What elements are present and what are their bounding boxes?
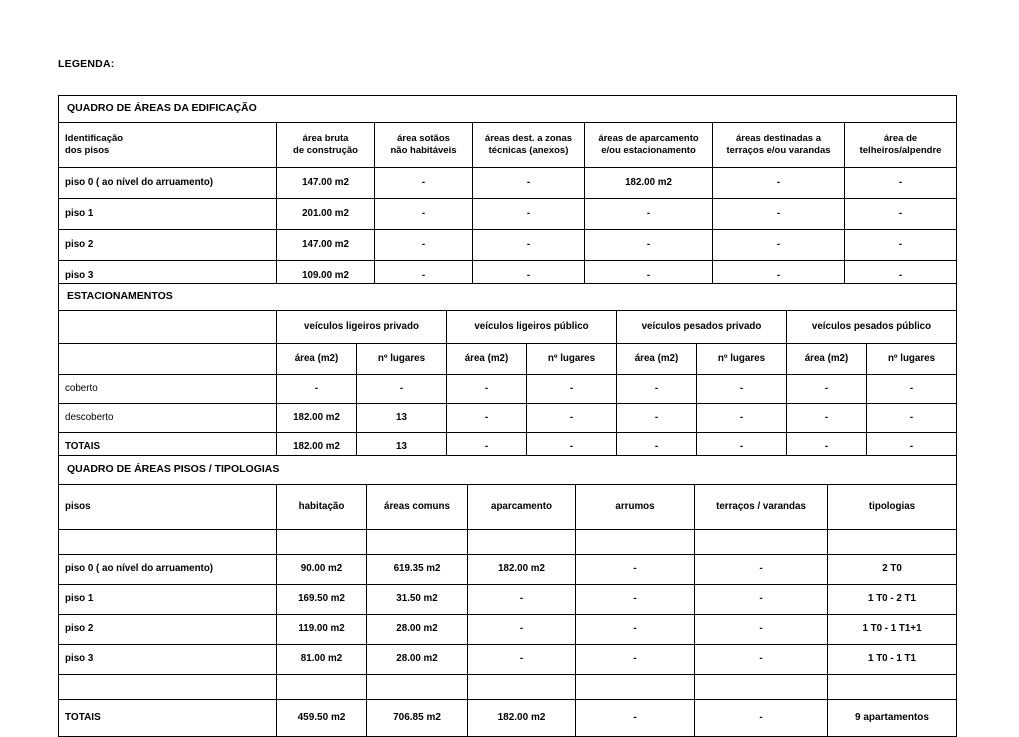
spacer-cell (828, 675, 957, 700)
cell-piso: piso 1 (59, 585, 277, 615)
column-header-telheiros (845, 123, 957, 168)
spacer-cell (277, 530, 367, 555)
legend-label: LEGENDA: (58, 58, 115, 70)
cell-terracos: - (695, 585, 828, 615)
cell-zonas-tecnicas: - (473, 199, 585, 230)
cell-value: - (787, 404, 867, 433)
cell-terracos: - (713, 199, 845, 230)
table-row (59, 585, 957, 615)
column-header-pisos: pisos (59, 485, 277, 530)
cell-terracos: - (695, 555, 828, 585)
header-line-1: áreas destinadas a (735, 133, 822, 145)
table-spacer-row (59, 675, 957, 700)
cell-telheiros: - (845, 199, 957, 230)
cell-arrumos: - (576, 585, 695, 615)
table-row (59, 404, 957, 433)
header-line-2: técnicas (anexos) (488, 145, 569, 156)
header-line-2: e/ou estacionamento (601, 145, 696, 156)
table-totals-row (59, 700, 957, 737)
cell-aparcamento: - (468, 645, 576, 675)
column-header-area-sotaos (375, 123, 473, 168)
column-header-identificacao (59, 123, 277, 168)
cell-habitacao: 90.00 m2 (277, 555, 367, 585)
cell-aparcamento: - (585, 199, 713, 230)
cell-telheiros: - (845, 261, 957, 292)
cell-arrumos: - (576, 615, 695, 645)
column-header-habitacao: habitação (277, 485, 367, 530)
cell-areas-comuns: 28.00 m2 (367, 615, 468, 645)
cell-areas-comuns: 619.35 m2 (367, 555, 468, 585)
header-line-2: dos pisos (65, 145, 110, 156)
table-row (59, 375, 957, 404)
cell-aparcamento: 182.00 m2 (468, 555, 576, 585)
cell-total-value: 182.00 m2 (277, 433, 357, 463)
header-line-1: área bruta (302, 133, 349, 145)
cell-value: - (867, 375, 957, 404)
spacer-cell (695, 675, 828, 700)
spacer-cell (828, 530, 957, 555)
cell-piso: piso 1 (59, 199, 277, 230)
cell-total-tipologias: 9 apartamentos (828, 700, 957, 737)
cell-total-terracos: - (695, 700, 828, 737)
cell-area-bruta: 147.00 m2 (277, 230, 375, 261)
cell-total-value: - (787, 433, 867, 463)
cell-value: - (447, 404, 527, 433)
group-header-ligeiros-privado: veículos ligeiros privado (277, 311, 447, 344)
table-header-row (59, 485, 957, 530)
header-line-1: áreas dest. a zonas (484, 133, 573, 145)
cell-total-value: - (867, 433, 957, 463)
spacer-cell (468, 530, 576, 555)
cell-area-sotaos: - (375, 230, 473, 261)
cell-value: - (527, 404, 617, 433)
table-title: QUADRO DE ÁREAS PISOS / TIPOLOGIAS (59, 456, 957, 485)
cell-total-arrumos: - (576, 700, 695, 737)
table-subheader-row (59, 344, 957, 375)
cell-tipologia: 2 T0 (828, 555, 957, 585)
header-line-1: área sotãos (397, 133, 450, 145)
header-line-1: áreas de aparcamento (598, 133, 699, 145)
table-title: QUADRO DE ÁREAS DA EDIFICAÇÃO (59, 96, 957, 123)
spacer-cell (576, 675, 695, 700)
table-areas-pisos-tipologias (58, 455, 957, 737)
group-header-ligeiros-publico: veículos ligeiros público (447, 311, 617, 344)
cell-piso: piso 2 (59, 230, 277, 261)
cell-value: - (787, 375, 867, 404)
spacer-cell (695, 530, 828, 555)
table-row (59, 645, 957, 675)
cell-habitacao: 81.00 m2 (277, 645, 367, 675)
cell-aparcamento: 182.00 m2 (585, 168, 713, 199)
cell-zonas-tecnicas: - (473, 261, 585, 292)
table-estacionamentos (58, 283, 957, 463)
header-line-2: terraços e/ou varandas (726, 145, 831, 156)
cell-area-bruta: 109.00 m2 (277, 261, 375, 292)
column-header-areas-comuns: áreas comuns (367, 485, 468, 530)
subheader-lugares: nº lugares (867, 344, 957, 375)
group-header-pesados-publico: veículos pesados público (787, 311, 957, 344)
cell-piso: piso 3 (59, 645, 277, 675)
cell-aparcamento: - (468, 615, 576, 645)
cell-area-bruta: 201.00 m2 (277, 199, 375, 230)
cell-areas-comuns: 31.50 m2 (367, 585, 468, 615)
subheader-area: área (m2) (277, 344, 357, 375)
spacer-cell (277, 675, 367, 700)
cell-area-bruta: 147.00 m2 (277, 168, 375, 199)
cell-tipologia: 1 T0 - 1 T1 (828, 645, 957, 675)
column-header-area-bruta (277, 123, 375, 168)
spacer-cell (367, 675, 468, 700)
table-row (59, 168, 957, 199)
subheader-lugares: nº lugares (527, 344, 617, 375)
spacer-cell (367, 530, 468, 555)
cell-tipologia: 1 T0 - 2 T1 (828, 585, 957, 615)
column-header-zonas-tecnicas (473, 123, 585, 168)
cell-piso: piso 3 (59, 261, 277, 292)
cell-tipo: coberto (59, 375, 277, 404)
cell-terracos: - (695, 615, 828, 645)
cell-value: - (617, 375, 697, 404)
cell-total-aparcamento: 182.00 m2 (468, 700, 576, 737)
cell-arrumos: - (576, 555, 695, 585)
cell-value: - (277, 375, 357, 404)
cell-piso: piso 0 ( ao nível do arruamento) (59, 555, 277, 585)
cell-telheiros: - (845, 168, 957, 199)
cell-value: - (527, 375, 617, 404)
cell-terracos: - (713, 230, 845, 261)
cell-terracos: - (695, 645, 828, 675)
cell-value: - (697, 404, 787, 433)
cell-terracos: - (713, 168, 845, 199)
cell-areas-comuns: 28.00 m2 (367, 645, 468, 675)
column-header-terracos-varandas: terraços / varandas (695, 485, 828, 530)
cell-zonas-tecnicas: - (473, 230, 585, 261)
subheader-lugares: nº lugares (357, 344, 447, 375)
table-row (59, 230, 957, 261)
group-header-empty (59, 311, 277, 344)
cell-piso: piso 2 (59, 615, 277, 645)
column-header-tipologias: tipologias (828, 485, 957, 530)
subheader-area: área (m2) (617, 344, 697, 375)
table-title-row (59, 96, 957, 123)
table-title: ESTACIONAMENTOS (59, 284, 957, 311)
cell-total-areas-comuns: 706.85 m2 (367, 700, 468, 737)
table-spacer-row (59, 530, 957, 555)
header-line-1: área de (883, 133, 918, 145)
subheader-lugares: nº lugares (697, 344, 787, 375)
cell-total-habitacao: 459.50 m2 (277, 700, 367, 737)
cell-value: - (447, 375, 527, 404)
cell-terracos: - (713, 261, 845, 292)
cell-area-sotaos: - (375, 261, 473, 292)
table-title-row (59, 456, 957, 485)
table-group-header-row (59, 311, 957, 344)
cell-value: 182.00 m2 (277, 404, 357, 433)
spacer-cell (59, 530, 277, 555)
cell-arrumos: - (576, 645, 695, 675)
spacer-cell (59, 675, 277, 700)
cell-total-label: TOTAIS (59, 433, 277, 463)
cell-zonas-tecnicas: - (473, 168, 585, 199)
cell-area-sotaos: - (375, 199, 473, 230)
subheader-area: área (m2) (447, 344, 527, 375)
cell-aparcamento: - (585, 261, 713, 292)
cell-habitacao: 119.00 m2 (277, 615, 367, 645)
table-row (59, 555, 957, 585)
cell-value: 13 (357, 404, 447, 433)
table-title-row (59, 284, 957, 311)
cell-telheiros: - (845, 230, 957, 261)
subheader-area: área (m2) (787, 344, 867, 375)
cell-tipologia: 1 T0 - 1 T1+1 (828, 615, 957, 645)
cell-area-sotaos: - (375, 168, 473, 199)
column-header-terracos (713, 123, 845, 168)
cell-total-value: - (697, 433, 787, 463)
spacer-cell (576, 530, 695, 555)
header-line-2: de construção (293, 145, 358, 156)
cell-value: - (357, 375, 447, 404)
cell-piso: piso 0 ( ao nível do arruamento) (59, 168, 277, 199)
table-header-row (59, 123, 957, 168)
cell-aparcamento: - (468, 585, 576, 615)
header-line-1: Identificação (65, 133, 124, 145)
table-row (59, 199, 957, 230)
cell-aparcamento: - (585, 230, 713, 261)
column-header-aparcamento (585, 123, 713, 168)
column-header-aparcamento: aparcamento (468, 485, 576, 530)
table-row (59, 615, 957, 645)
cell-total-value: 13 (357, 433, 447, 463)
cell-tipo: descoberto (59, 404, 277, 433)
group-header-pesados-privado: veículos pesados privado (617, 311, 787, 344)
cell-total-label: TOTAIS (59, 700, 277, 737)
cell-value: - (867, 404, 957, 433)
cell-value: - (697, 375, 787, 404)
header-line-2: não habitáveis (390, 145, 457, 156)
header-line-2: telheiros/alpendre (859, 145, 942, 156)
cell-habitacao: 169.50 m2 (277, 585, 367, 615)
cell-total-value: - (527, 433, 617, 463)
spacer-cell (468, 675, 576, 700)
column-header-arrumos: arrumos (576, 485, 695, 530)
cell-total-value: - (447, 433, 527, 463)
cell-total-value: - (617, 433, 697, 463)
cell-value: - (617, 404, 697, 433)
subheader-empty (59, 344, 277, 375)
